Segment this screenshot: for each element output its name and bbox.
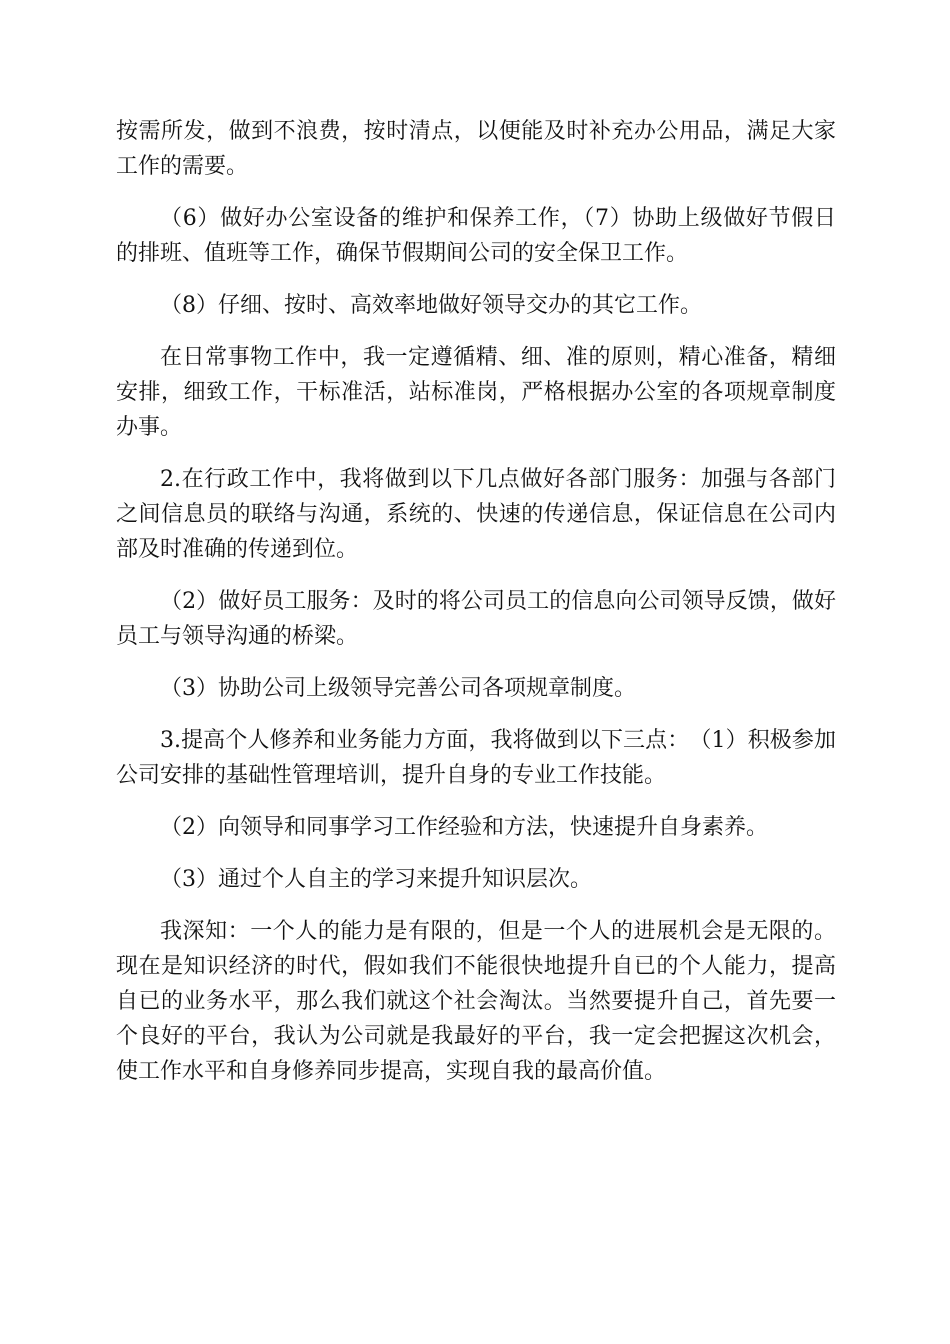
paragraph-9: （2）向领导和同事学习工作经验和方法，快速提升自身素养。 bbox=[160, 815, 768, 840]
paragraph-5: 2.在行政工作中，我将做到以下几点做好各部门服务：加强与各部门之间信息员的联络与沟通，系统的、快速的传递信息，保证信息在公司内部及时准确的传递到位。 bbox=[116, 467, 836, 562]
paragraph-2: （6）做好办公室设备的维护和保养工作，（7）协助上级做好节假日的排班、值班等工作，确保节假期间公司的安全保卫工作。 bbox=[116, 206, 836, 266]
paragraph-4: 在日常事物工作中，我一定遵循精、细、准的原则，精心准备，精细安排，细致工作，干标准活，站标准岗，严格根据办公室的各项规章制度办事。 bbox=[116, 345, 836, 440]
paragraph-11: 我深知：一个人的能力是有限的，但是一个人的进展机会是无限的。现在是知识经济的时代，假如我们不能很快地提升自已的个人能力，提高自已的业务水平，那么我们就这个社会淘汰。当然要提升自己，首先要一个良好的平台，我认为公司就是我最好的平台，我一定会把握这次机会，使工作水平和自身修养同步提高，实现自我的最高价值。 bbox=[116, 919, 836, 1084]
document-page bbox=[116, 114, 836, 1089]
paragraph-8: 3.提高个人修养和业务能力方面，我将做到以下三点： （1）积极参加公司安排的基础性管理培训，提升自身的专业工作技能。 bbox=[116, 728, 836, 788]
paragraph-7: （3）协助公司上级领导完善公司各项规章制度。 bbox=[160, 676, 636, 701]
paragraph-6: （2）做好员工服务：及时的将公司员工的信息向公司领导反馈，做好员工与领导沟通的桥梁。 bbox=[116, 589, 836, 649]
paragraph-1: 按需所发，做到不浪费，按时清点，以便能及时补充办公用品，满足大家工作的需要。 bbox=[116, 119, 836, 179]
paragraph-3: （8）仔细、按时、高效率地做好领导交办的其它工作。 bbox=[160, 293, 702, 318]
paragraph-10: （3）通过个人自主的学习来提升知识层次。 bbox=[160, 867, 592, 892]
